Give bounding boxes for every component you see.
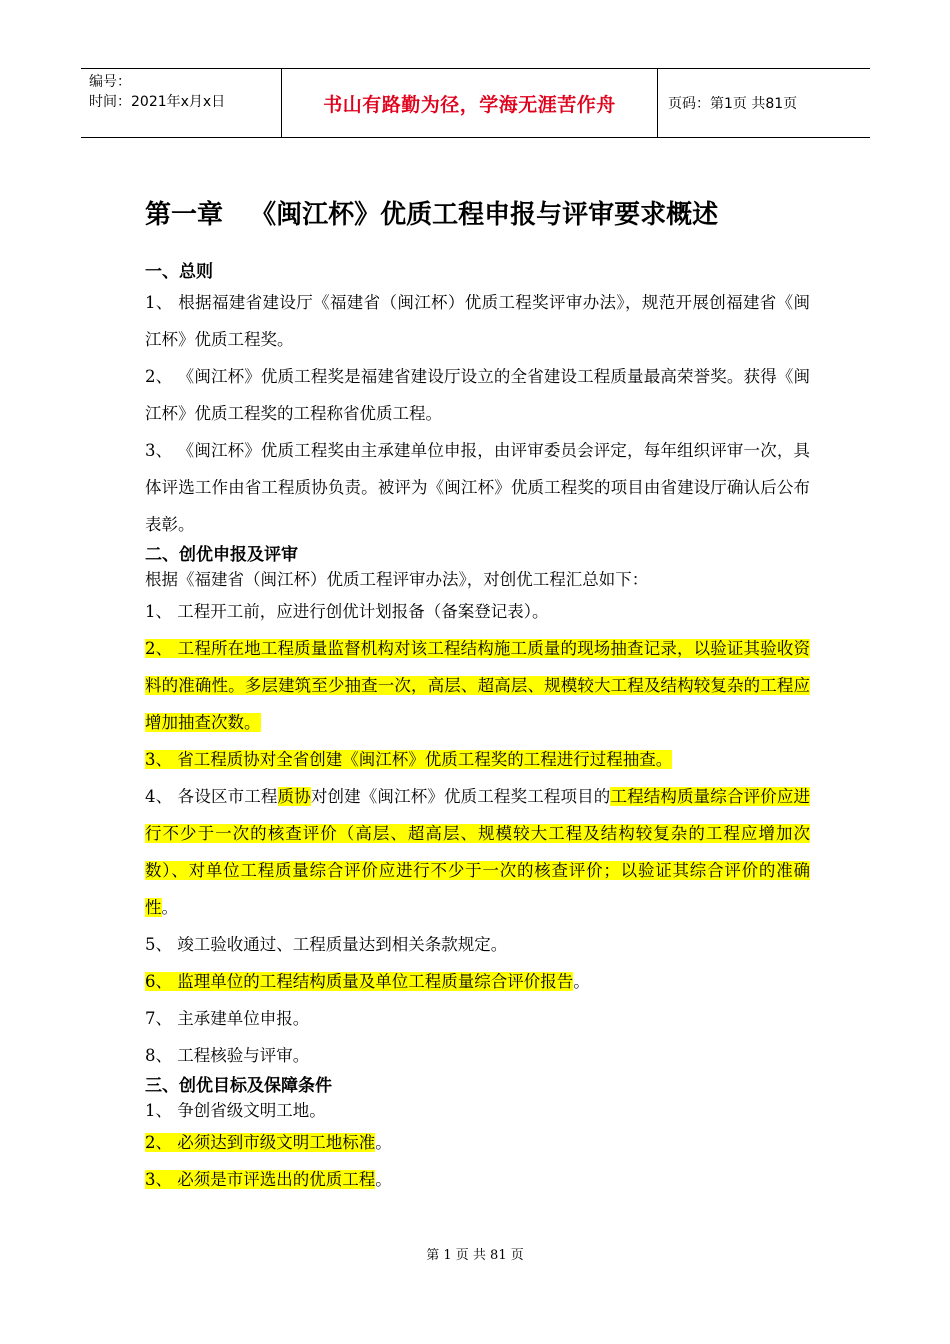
text-run: 4、 各设区市工程	[145, 787, 278, 806]
list-item	[145, 1124, 810, 1161]
list-item: 5、 竣工验收通过、工程质量达到相关条款规定。	[145, 935, 508, 954]
list-item	[145, 963, 810, 1000]
page-info: 页码：第1页 共81页	[668, 96, 798, 112]
header-left-cell	[81, 69, 281, 137]
paragraph: 3、 《闽江杯》优质工程奖由主承建单位申报，由评审委员会评定，每年组织评审一次，具体评选工作由省工程质协负责。被评为《闽江杯》优质工程奖的项目由省建设厅确认后公布表彰。	[145, 441, 810, 534]
highlighted-text: 质协	[277, 787, 311, 806]
list-item	[145, 778, 810, 926]
list-item: 8、 工程核验与评审。	[145, 1046, 310, 1065]
highlighted-text: 工程结构质量综合评价应进行不少于一次的核查评价（高层、超高层、规模较大工程及结构较复杂的工程应增加次数）、对单位工程质量综合评价应进行不少于一次的核查评价；以验证其综合评价的准确性	[145, 787, 811, 917]
list-item	[145, 630, 810, 741]
paragraph: 2、 《闽江杯》优质工程奖是福建省建设厅设立的全省建设工程质量最高荣誉奖。获得《闽江杯》优质工程奖的工程称省优质工程。	[145, 367, 810, 423]
section-heading-goals: 三、创优目标及保障条件	[145, 1076, 332, 1096]
text-run: 。	[375, 1170, 392, 1189]
highlighted-text: 2、 必须达到市级文明工地标准	[145, 1133, 376, 1152]
list-item	[145, 1161, 810, 1198]
highlighted-text: 3、 省工程质协对全省创建《闽江杯》优质工程奖的工程进行过程抽查。	[145, 750, 673, 769]
text-run: 。	[375, 1133, 392, 1152]
chapter-title: 第一章 《闽江杯》优质工程申报与评审要求概述	[145, 200, 719, 230]
list-item: 1、 工程开工前，应进行创优计划报备（备案登记表）。	[145, 602, 549, 621]
section-heading-general: 一、总则	[145, 262, 213, 282]
number-label: 编号：	[89, 74, 131, 90]
list-item: 7、 主承建单位申报。	[145, 1009, 310, 1028]
text-run: 。	[573, 972, 590, 991]
section-heading-application: 二、创优申报及评审	[145, 545, 298, 565]
text-run: 对创建《闽江杯》优质工程奖工程项目的	[310, 787, 611, 806]
highlighted-text: 3、 必须是市评选出的优质工程	[145, 1170, 376, 1189]
list-item	[145, 741, 810, 778]
motto: 书山有路勤为径，学海无涯苦作舟	[281, 69, 658, 137]
paragraph: 1、 根据福建省建设厅《福建省（闽江杯）优质工程奖评审办法》，规范开展创福建省《闽江杯》优质工程奖。	[145, 293, 810, 349]
highlighted-text: 2、 工程所在地工程质量监督机构对该工程结构施工质量的现场抽查记录，以验证其验收资料的准确性。多层建筑至少抽查一次，高层、超高层、规模较大工程及结构较复杂的工程应增加抽查次数。	[145, 639, 810, 732]
header-table	[81, 68, 870, 138]
paragraph: 根据《福建省（闽江杯）优质工程评审办法》，对创优工程汇总如下：	[145, 570, 649, 589]
text-run: 。	[161, 898, 178, 917]
document-body	[145, 260, 810, 1198]
date-label: 时间：2021年x月x日	[89, 94, 226, 110]
page-footer: 第 1 页 共 81 页	[426, 1248, 524, 1263]
highlighted-text: 6、 监理单位的工程结构质量及单位工程质量综合评价报告	[145, 972, 574, 991]
list-item: 1、 争创省级文明工地。	[145, 1101, 326, 1120]
